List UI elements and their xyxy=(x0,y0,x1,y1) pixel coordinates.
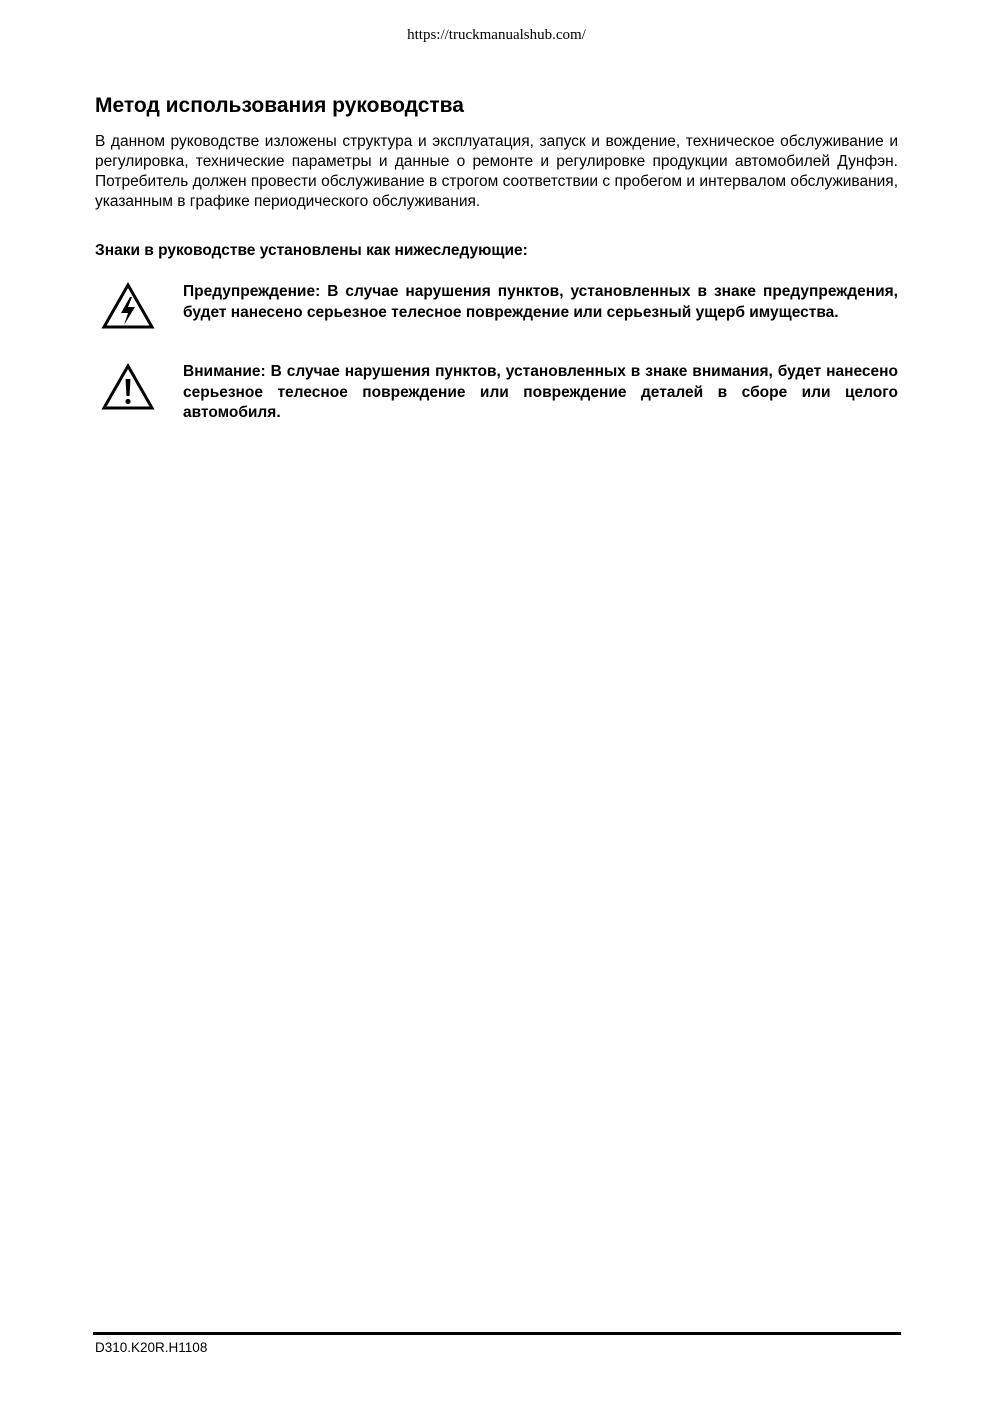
section-title: Метод использования руководства xyxy=(95,94,464,117)
source-url[interactable]: https://truckmanualshub.com/ xyxy=(407,27,586,43)
caution-text: Внимание: В случае нарушения пунктов, установленных в знаке внимания, будет нанесено серьезное телесное повреждение или повреждение деталей в сборе или целого автомобиля. xyxy=(183,363,898,421)
document-code: D310.K20R.H1108 xyxy=(95,1340,208,1355)
warning-text: Предупреждение: В случае нарушения пунктов, установленных в знаке предупреждения, будет нанесено серьезное телесное повреждение или серьезный ущерб имущества. xyxy=(183,283,898,321)
intro-paragraph: В данном руководстве изложены структура и эксплуатация, запуск и вождение, техническое обслуживание и регулировка, технические параметры и данные о ремонте и регулировке продукции автомобилей Дунфэн. Потребитель должен провести обслуживание в строгом соответствии с пробегом и интервалом обслуживания, указанным в графике периодического обслуживания. xyxy=(95,133,898,210)
signs-heading: Знаки в руководстве установлены как нижеследующие: xyxy=(95,242,528,259)
high-voltage-warning-icon xyxy=(101,282,155,330)
exclamation-caution-icon xyxy=(101,363,155,411)
footer-divider xyxy=(93,1332,901,1335)
